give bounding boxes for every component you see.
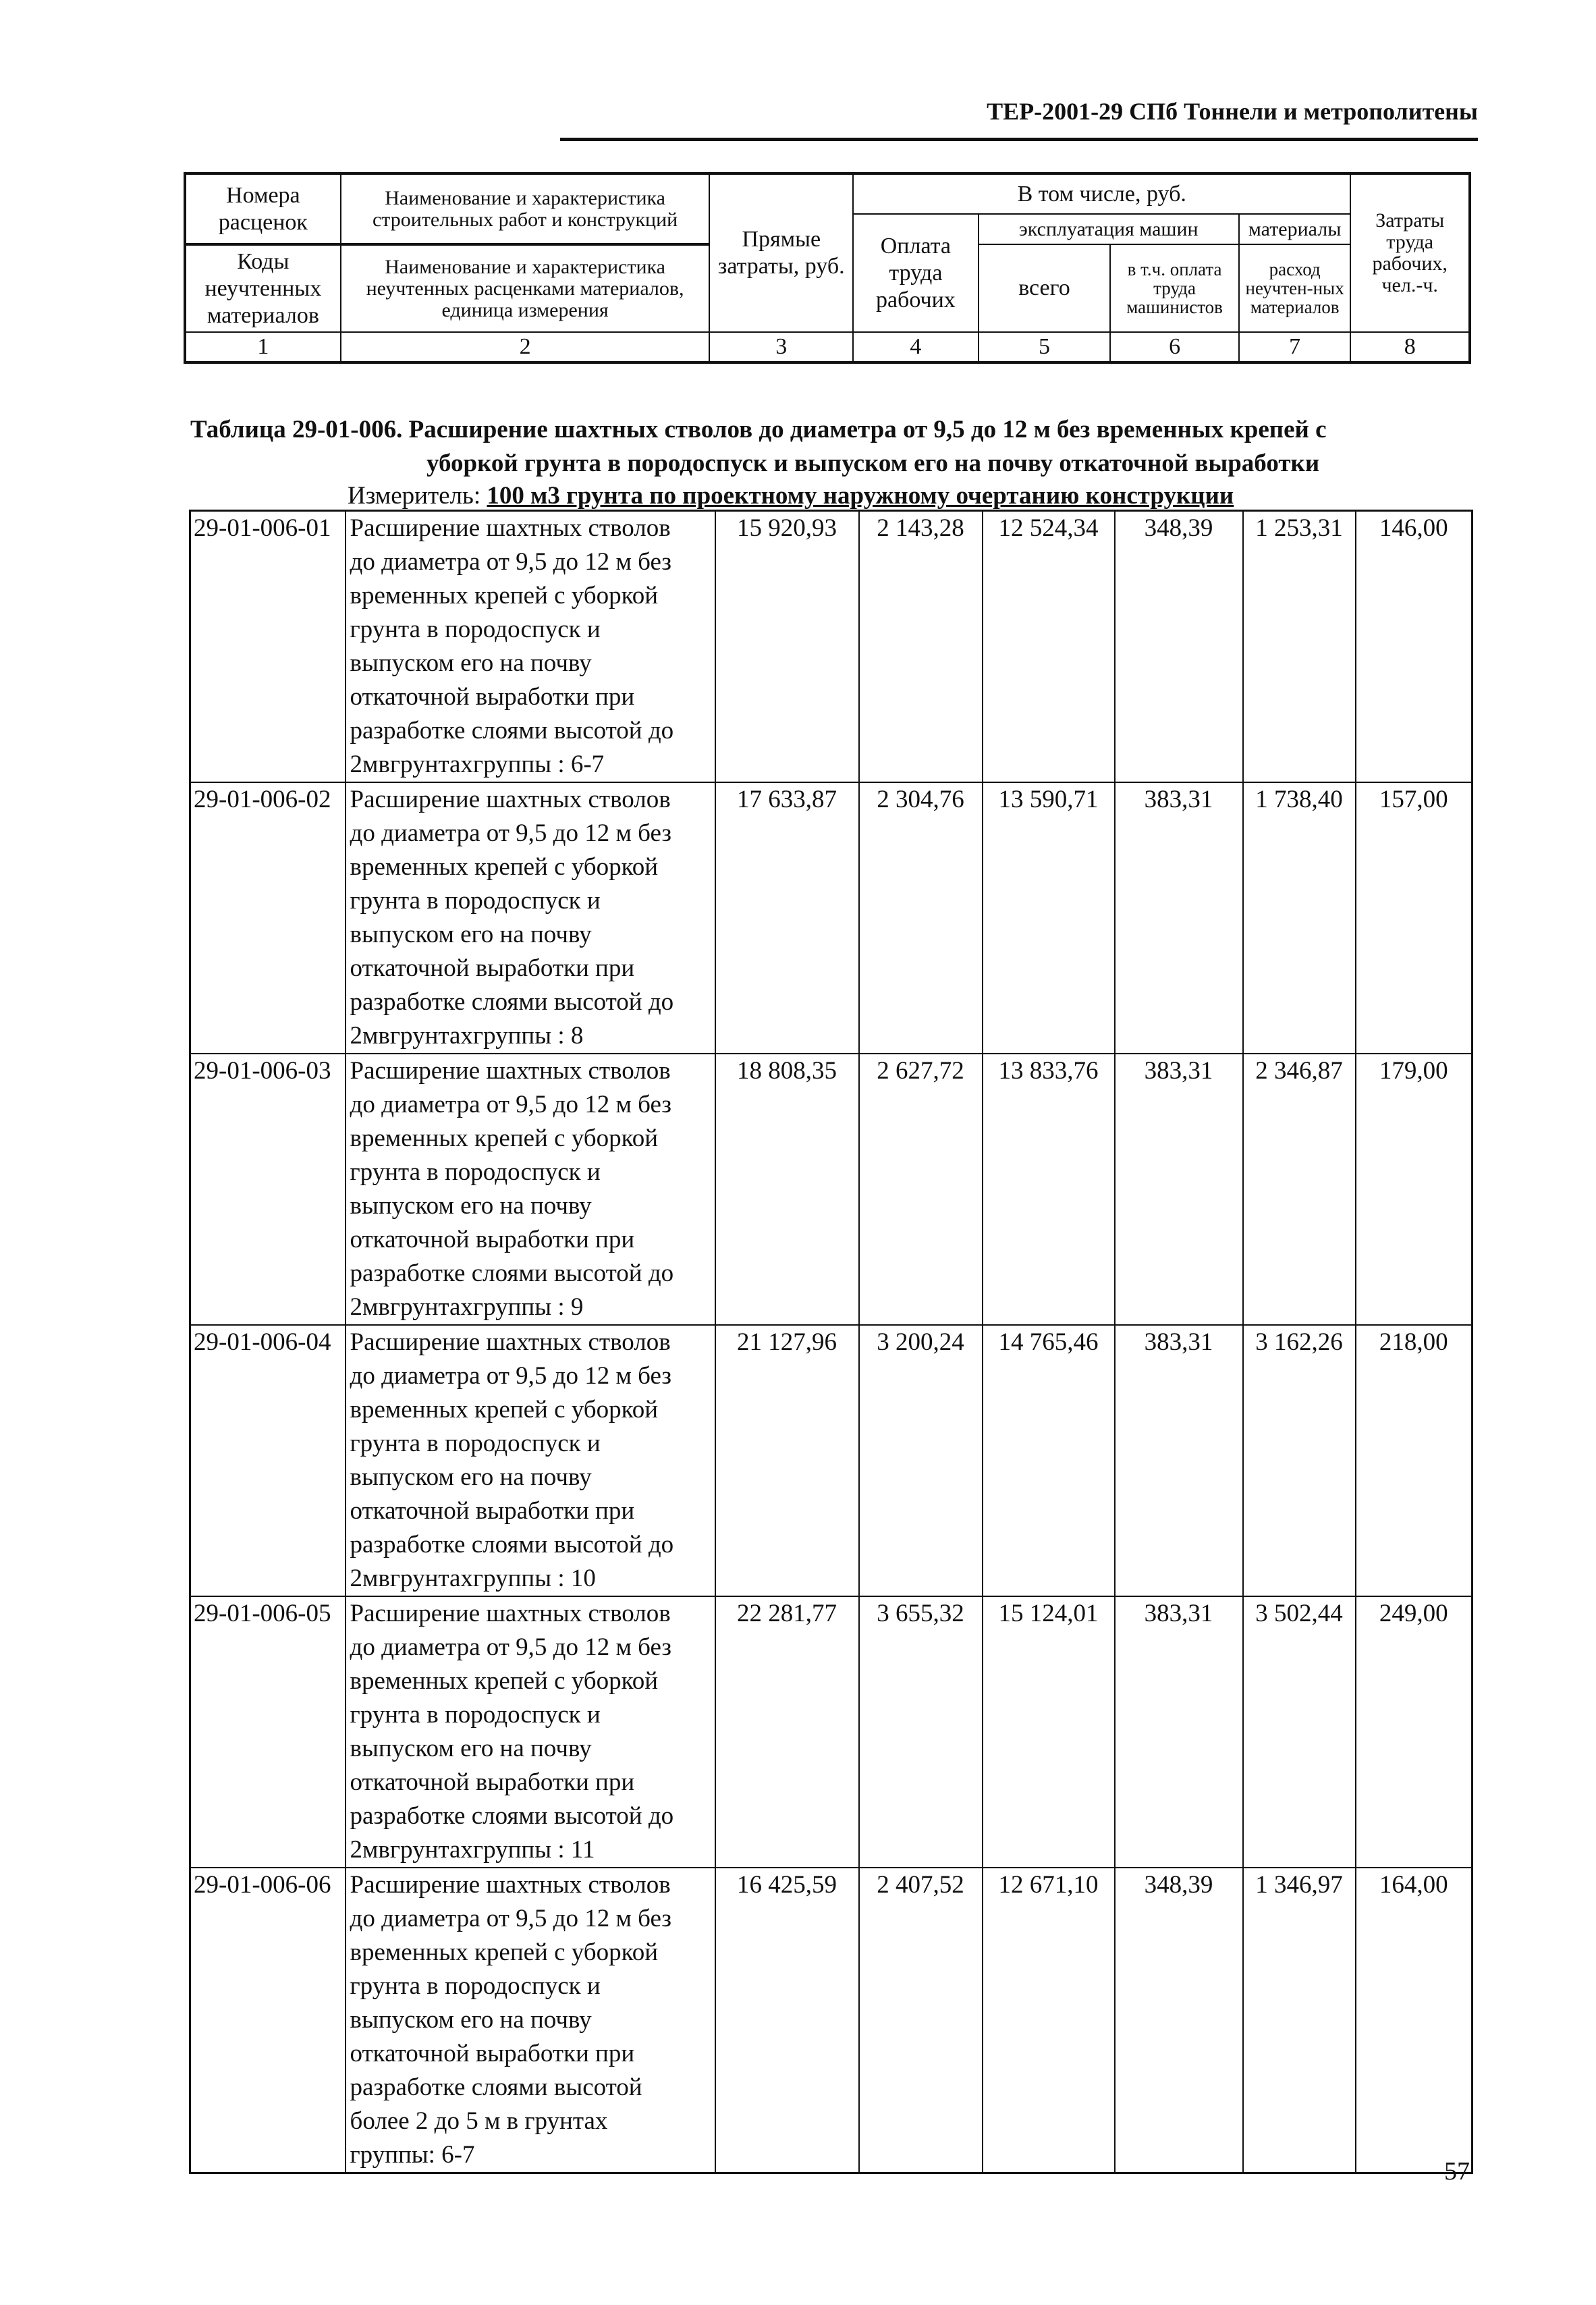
header-rate-numbers: Номера расценок xyxy=(185,173,341,244)
measurement-unit xyxy=(348,481,1234,512)
column-number: 3 xyxy=(709,332,853,362)
rate-code: 29-01-006-01 xyxy=(190,511,346,783)
header-machine-total: всего xyxy=(979,244,1111,332)
labor-costs-value: 146,00 xyxy=(1356,511,1473,783)
column-number: 5 xyxy=(979,332,1111,362)
table-row xyxy=(190,1868,1473,2173)
labor-costs-value: 218,00 xyxy=(1356,1325,1473,1596)
machine-total-value: 12 524,34 xyxy=(983,511,1115,783)
header-direct-costs: Прямые затраты, руб. xyxy=(709,173,853,332)
table-title-line-2: уборкой грунта в породоспуск и выпуском его на почву откаточной выработки xyxy=(426,450,1320,477)
rates-table xyxy=(189,510,1473,2174)
header-machine-operation: эксплуатация машин xyxy=(979,214,1239,244)
header-operator-pay: в т.ч. оплата труда машинистов xyxy=(1110,244,1239,332)
labor-costs-value: 164,00 xyxy=(1356,1868,1473,2173)
table-row xyxy=(190,1325,1473,1596)
materials-value: 3 162,26 xyxy=(1243,1325,1356,1596)
column-number: 7 xyxy=(1239,332,1351,362)
materials-value: 1 738,40 xyxy=(1243,782,1356,1054)
rate-description: Расширение шахтных стволов до диаметра от 9,5 до 12 м без временных крепей с уборкой грунта в породоспуск и выпуском его на почву откаточной выработки при разработке слоями высотой до 2мвгрунтахгруппы : 10 xyxy=(346,1325,715,1596)
header-work-name: Наименование и характеристика строительных работ и конструкций xyxy=(341,173,710,244)
machine-total-value: 13 590,71 xyxy=(983,782,1115,1054)
operator-pay-value: 348,39 xyxy=(1115,511,1243,783)
operator-pay-value: 383,31 xyxy=(1115,1596,1243,1868)
header-worker-pay: Оплата труда рабочих xyxy=(853,214,979,332)
rate-code: 29-01-006-02 xyxy=(190,782,346,1054)
labor-costs-value: 249,00 xyxy=(1356,1596,1473,1868)
machine-total-value: 15 124,01 xyxy=(983,1596,1115,1868)
direct-costs-value: 17 633,87 xyxy=(715,782,859,1054)
column-number: 4 xyxy=(853,332,979,362)
table-row xyxy=(190,782,1473,1054)
operator-pay-value: 383,31 xyxy=(1115,1325,1243,1596)
direct-costs-value: 22 281,77 xyxy=(715,1596,859,1868)
header-labor-costs: Затраты труда рабочих, чел.-ч. xyxy=(1350,173,1470,332)
machine-total-value: 14 765,46 xyxy=(983,1325,1115,1596)
column-number: 2 xyxy=(341,332,710,362)
column-number: 6 xyxy=(1110,332,1239,362)
materials-value: 1 346,97 xyxy=(1243,1868,1356,2173)
page-number: 57 xyxy=(1444,2157,1470,2186)
rate-code: 29-01-006-06 xyxy=(190,1868,346,2173)
machine-total-value: 13 833,76 xyxy=(983,1054,1115,1325)
worker-pay-value: 2 304,76 xyxy=(859,782,983,1054)
direct-costs-value: 15 920,93 xyxy=(715,511,859,783)
header-including: В том числе, руб. xyxy=(853,173,1350,214)
measure-label: Измеритель: xyxy=(348,482,487,510)
worker-pay-value: 2 143,28 xyxy=(859,511,983,783)
worker-pay-value: 3 655,32 xyxy=(859,1596,983,1868)
operator-pay-value: 348,39 xyxy=(1115,1868,1243,2173)
labor-costs-value: 157,00 xyxy=(1356,782,1473,1054)
rate-description: Расширение шахтных стволов до диаметра от 9,5 до 12 м без временных крепей с уборкой грунта в породоспуск и выпуском его на почву откаточной выработки при разработке слоями высотой более 2 до 5 м в грунтах группы: 6-7 xyxy=(346,1868,715,2173)
materials-value: 3 502,44 xyxy=(1243,1596,1356,1868)
rate-description: Расширение шахтных стволов до диаметра от 9,5 до 12 м без временных крепей с уборкой грунта в породоспуск и выпуском его на почву откаточной выработки при разработке слоями высотой до 2мвгрунтахгруппы : 9 xyxy=(346,1054,715,1325)
operator-pay-value: 383,31 xyxy=(1115,782,1243,1054)
worker-pay-value: 3 200,24 xyxy=(859,1325,983,1596)
table-row xyxy=(190,1054,1473,1325)
header-unaccounted-codes: Коды неучтенных материалов xyxy=(185,244,341,332)
rate-description: Расширение шахтных стволов до диаметра от 9,5 до 12 м без временных крепей с уборкой грунта в породоспуск и выпуском его на почву откаточной выработки при разработке слоями высотой до 2мвгрунтахгруппы : 6-7 xyxy=(346,511,715,783)
header-unaccounted-materials: Наименование и характеристика неучтенных расценками материалов, единица измерения xyxy=(341,244,710,332)
rate-description: Расширение шахтных стволов до диаметра от 9,5 до 12 м без временных крепей с уборкой грунта в породоспуск и выпуском его на почву откаточной выработки при разработке слоями высотой до 2мвгрунтахгруппы : 8 xyxy=(346,782,715,1054)
worker-pay-value: 2 407,52 xyxy=(859,1868,983,2173)
table-title xyxy=(190,413,1473,481)
direct-costs-value: 21 127,96 xyxy=(715,1325,859,1596)
measure-value: 100 м3 грунта по проектному наружному очертанию конструкции xyxy=(487,482,1234,510)
column-number: 8 xyxy=(1350,332,1470,362)
column-header-table xyxy=(184,172,1471,364)
table-title-line-1: Таблица 29-01-006. Расширение шахтных стволов до диаметра от 9,5 до 12 м без временных крепей с xyxy=(190,416,1327,443)
header-materials: материалы xyxy=(1239,214,1351,244)
direct-costs-value: 18 808,35 xyxy=(715,1054,859,1325)
materials-value: 2 346,87 xyxy=(1243,1054,1356,1325)
labor-costs-value: 179,00 xyxy=(1356,1054,1473,1325)
rate-code: 29-01-006-03 xyxy=(190,1054,346,1325)
table-row xyxy=(190,1596,1473,1868)
machine-total-value: 12 671,10 xyxy=(983,1868,1115,2173)
direct-costs-value: 16 425,59 xyxy=(715,1868,859,2173)
worker-pay-value: 2 627,72 xyxy=(859,1054,983,1325)
operator-pay-value: 383,31 xyxy=(1115,1054,1243,1325)
rate-code: 29-01-006-04 xyxy=(190,1325,346,1596)
materials-value: 1 253,31 xyxy=(1243,511,1356,783)
rate-description: Расширение шахтных стволов до диаметра от 9,5 до 12 м без временных крепей с уборкой грунта в породоспуск и выпуском его на почву откаточной выработки при разработке слоями высотой до 2мвгрунтахгруппы : 11 xyxy=(346,1596,715,1868)
table-row xyxy=(190,511,1473,783)
running-head: ТЕР-2001-29 СПб Тоннели и метрополитены xyxy=(560,88,1478,141)
rate-code: 29-01-006-05 xyxy=(190,1596,346,1868)
header-unaccounted-consumption: расход неучтен-ных материалов xyxy=(1239,244,1351,332)
column-number: 1 xyxy=(185,332,341,362)
